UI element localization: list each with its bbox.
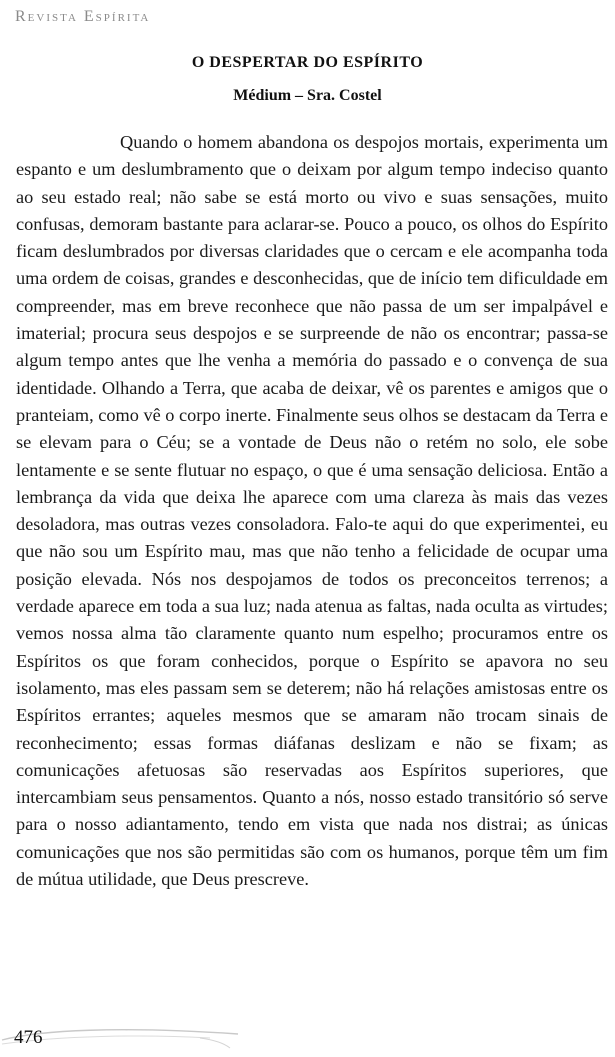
running-header: Revista Espírita [15, 8, 151, 25]
article-title: O DESPERTAR DO ESPÍRITO [191, 54, 424, 71]
article-body: Quando o homem abandona os despojos mortais, experimenta um espanto e um deslumbramento que o deixam por algum tempo indeciso quanto ao seu estado real; não sabe se está morto ou vivo e suas sensações, muito confusas, demoram bastante para aclarar-se. Pouco a pouco, os olhos do Espírito ficam deslumbrados por diversas claridades que o cercam e ele acompanha toda uma ordem de coisas, grandes e desconhecidas, que de início tem dificuldade em compreender, mas em breve reconhece que não passa de um ser impalpável e imaterial; procura seus despojos e se surpreende de não os encontrar; passa-se algum tempo antes que lhe venha a memória do passado e o convença de sua identidade. Olhando a Terra, que acaba de deixar, vê os parentes e amigos que o pranteiam, como vê o corpo inerte. Finalmente seus olhos se destacam da Terra e se elevam para o Céu; se a vontade de Deus não o retém no solo, ele sobe lentamente e se sente flutuar no espaço, o que é uma sensação deliciosa. Então a lembrança da vida que deixa lhe aparece com uma clareza às mais das vezes desoladora, mas outras vezes consoladora. Falo-te aqui do que experimentei, eu que não sou um Espírito mau, mas que não tenho a felicidade de ocupar uma posição elevada. Nós nos despojamos de todos os preconceitos terrenos; a verdade aparece em toda a sua luz; nada atenua as faltas, nada oculta as virtudes; vemos nossa alma tão claramente quanto num espelho; procuramos entre os Espíritos os que foram conhecidos, porque o Espírito se apavora no seu isolamento, mas eles passam sem se deterem; não há relações amistosas entre os Espíritos errantes; aqueles mesmos que se amaram não trocam sinais de reconhecimento; essas formas diáfanas deslizam e não se fixam; as comunicações afetuosas são reservadas aos Espíritos superiores, que intercambiam seus pensamentos. Quanto a nós, nosso estado transitório só serve para o nosso adiantamento, tendo em vista que nada nos distrai; as únicas comunicações que nos são permitidas são com os humanos, porque têm um fim de mútua utilidade, que Deus prescreve. [16, 132, 608, 890]
page-number: 476 [14, 1027, 43, 1048]
article-subtitle: Médium – Sra. Costel [233, 87, 382, 104]
